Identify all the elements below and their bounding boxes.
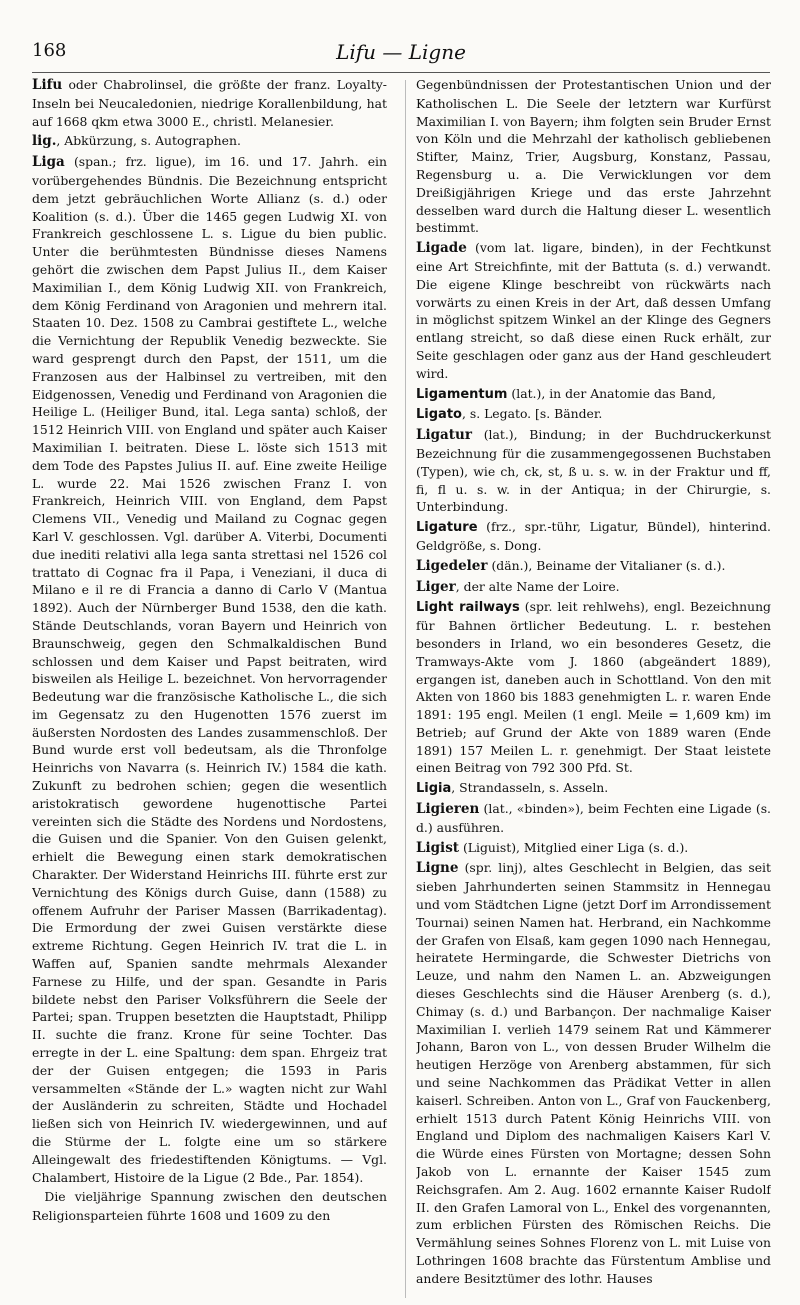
entry-text: oder Chabrolinsel, die größte der franz. Loyalty-Inseln bei Neucaledonien, niedrige Korallenbildung, hat auf 1668 qkm etwa 3000 E., christl. Melanesier. xyxy=(32,77,387,129)
entry-ligamentum xyxy=(416,385,771,404)
entry-ligato xyxy=(416,405,771,424)
entry-lig xyxy=(32,132,387,151)
entry-text: (span.; frz. ligue), im 16. und 17. Jahrh. ein vorübergehendes Bündnis. Die Bezeichnung entspricht dem jetzt gebräuchlichen Worte Allianz (s. d.) oder Koalition (s. d.). Über die 1465 gegen Ludwig XI. von Frankreich geschlossene L. s. Ligue du bien public. Unter die berühmtesten Bündnisse dieses Namens gehört die zwischen dem Papst Julius II., dem Kaiser Maximilian I., dem König Ludwig XII. von Frankreich, dem König Ferdinand von Aragonien und mehrern ital. Staaten 10. Dez. 1508 zu Cambrai gestiftete L., welche die Vernichtung der Republik Venedig bezweckte. Sie ward gesprengt durch den Papst, der 1511, um die Franzosen aus der Halbinsel zu vertreiben, mit den Eidgenossen, Venedig und Ferdinand von Aragonien die Heilige L. (Heiliger Bund, ital. Lega santa) schloß, der 1512 Heinrich VIII. von England und später auch Kaiser Maximilian I. beitraten. Diese L. löste sich 1513 mit dem Tode des Papstes Julius II. auf. Eine zweite Heilige L. wurde 22. Mai 1526 zwischen Franz I. von Frankreich, Heinrich VIII. von England, dem Papst Clemens VII., Venedig und Mailand zu Cognac gegen Karl V. geschlossen. Vgl. darüber A. Viterbi, Documenti due inediti relativi alla lega santa strettasi nel 1526 col trattato di Cognac fra il Papa, i Veneziani, il duca di Milano e il re di Francia a danno di Carlo V (Mantua 1892). Auch der Nürnberger Bund 1538, den die kath. Stände Deutschlands, voran Bayern und Heinrich von Braunschweig, gegen den Schmalkaldischen Bund schlossen und dem Kaiser und Papst beitraten, wird bisweilen als Heilige L. bezeichnet. Von hervorragender Bedeutung war die französische Katholische L., die sich im Gegensatz zu den Hugenotten 1576 zuerst im äußersten Nordosten des Landes zusammenschloß. Der Bund wurde erst voll bedeutsam, als die Thronfolge Heinrichs von Navarra (s. Heinrich IV.) 1584 die kath. Zukunft zu bedrohen schien; gegen die wesentlich aristokratisch gewordene hugenottische Partei vereinten sich die Städte des Nordens und Nordostens, die Guisen und die Spanier. Von den Guisen gelenkt, erhielt die Bewegung einen stark demokratischen Charakter. Der Widerstand Heinrichs III. führte erst zur Vernichtung des Königs durch Guise, dann (1588) zu offenem Aufruhr der Pariser Massen (Barrikadentag). Die Ermordung der zwei Guisen verstärkte diese extreme Richtung. Gegen Heinrich IV. trat die L. in Waffen auf, Spanien sandte mehrmals Alexander Farnese zu Hilfe, und der span. Gesandte in Paris bildete nebst den Pariser Volksführern die Seele der Partei; span. Truppen besetzten die Hauptstadt, Philipp II. suchte die franz. Krone für seine Tochter. Das erregte in der L. eine Spaltung: dem span. Ehrgeiz trat der der Guisen entgegen; die 1593 in Paris versammelten «Stände der L.» wagten nicht zur Wahl der Ausländerin zu schreiten, Städte und Hochadel ließen sich von Heinrich IV. wiedergewinnen, und auf die Stürme der L. folgte eine um so stärkere Alleingewalt des friedestiftenden Königtums. — Vgl. Chalambert, Histoire de la Ligue (2 Bde., Par. 1854). xyxy=(32,154,387,1185)
page-header xyxy=(32,40,770,73)
column-divider xyxy=(405,80,406,1298)
entry-term: Liger xyxy=(416,578,456,595)
entry-term: Ligato xyxy=(416,407,462,423)
entry-ligade xyxy=(416,239,771,382)
entry-text: (frz., spr.-tühr, Ligatur, Bündel), hinterind. Geldgröße, s. Dong. xyxy=(416,519,771,553)
entry-term: Ligatur xyxy=(416,427,472,444)
entry-text: (Liguist), Mitglied einer Liga (s. d.). xyxy=(459,839,689,855)
entry-liger xyxy=(416,578,771,597)
entry-term: Light railways xyxy=(416,600,520,616)
entry-term: Ligist xyxy=(416,839,460,856)
entry-text: , der alte Name der Loire. xyxy=(455,578,620,594)
entry-lifu xyxy=(32,76,387,130)
entry-text: (spr. linj), altes Geschlecht in Belgien, das seit sieben Jahrhunderten seinen Stammsitz in Hennegau und vom Städtchen Ligne (jetzt Dorf im Arrondissement Tournai) seinen Namen hat. Herbrand, ein Nachkomme der Grafen von Elsaß, kam gegen 1090 nach Hennegau, heiratete Hermingarde, die Schwester Dietrichs von Leuze, und nahm den Namen L. an. Abzweigungen dieses Geschlechts sind die Häuser Arenberg (s. d.), Chimay (s. d.) und Barbançon. Der nachmalige Kaiser Maximilian I. verlieh 1479 seinem Rat und Kämmerer Johann, Baron von L., von dessen Bruder Wilhelm die heutigen Herzöge von Arenberg abstammen, für sich und seine Nachkommen das Prädikat Vetter in allen kaiserl. Schreiben. Anton von L., Graf von Fauckenberg, erhielt 1513 durch Patent König Heinrichs VIII. von England und Diplom des nachmaligen Kaisers Karl V. die Würde eines Fürsten von Mortagne; dessen Sohn Jakob von L. ernannte der Kaiser 1545 zum Reichsgrafen. Am 2. Aug. 1602 ernannte Kaiser Rudolf II. den Grafen Lamoral von L., Enkel des vorgenannten, zum erblichen Fürsten des Römischen Reichs. Die Vermählung seines Sohnes Florenz von L. mit Luise von Lothringen 1608 brachte das Fürstentum Amblise und andere Besitztümer des lothr. Hauses xyxy=(416,860,771,1286)
entry-text: , Strandasseln, s. Asseln. xyxy=(451,780,609,796)
running-head: Lifu — Ligne xyxy=(336,40,466,64)
entry-term: lig. xyxy=(32,133,57,150)
entry-ligia xyxy=(416,779,771,798)
entry-ligist xyxy=(416,839,771,858)
right-column xyxy=(416,76,771,1300)
entry-text: Gegenbündnissen der Protestantischen Union und der Katholischen L. Die Seele der letztern war Kurfürst Maximilian I. von Bayern; ihm folgten sein Bruder Ernst von Köln und die Mehrzahl der katholisch gebliebenen Stifter, Mainz, Trier, Augsburg, Konstanz, Passau, Regensburg u. a. Die Verwicklungen vor dem Dreißigjährigen Kriege und das erste Jahrzehnt desselben ward durch die Haltung dieser L. wesentlich bestimmt. xyxy=(416,77,771,236)
entry-liga-tail xyxy=(416,76,771,237)
entry-text: (lat.), Bindung; in der Buchdruckerkunst Bezeichnung für die zusammengegossenen Buchstaben (Typen), wie ch, ck, st, ß u. s. w. in der Fraktur und ff, fi, fl u. s. w. in der Antiqua; in der Chirurgie, s. Unterbindung. xyxy=(416,427,771,515)
entry-ligieren xyxy=(416,800,771,837)
entry-text: , s. Legato. [s. Bänder. xyxy=(461,406,603,422)
entry-ligne xyxy=(416,859,771,1287)
entry-text: (spr. leit rehlwehs), engl. Bezeichnung für Bahnen örtlicher Bedeutung. L. r. bestehen besonders in Irland, wo ein besonderes Gesetz, die Tramways-Akte vom J. 1860 (abgeändert 1889), ergangen ist, daneben auch in Schottland. Von den mit Akten von 1860 bis 1883 genehmigten L. r. waren Ende 1891: 195 engl. Meilen (1 engl. Meile = 1,609 km) im Betrieb; auf Grund der Akte von 1889 waren (Ende 1891) 157 Meilen L. r. genehmigt. Der Staat leistete einen Beitrag von 792 300 Pfd. St. xyxy=(416,599,771,776)
entry-term: Ligamentum xyxy=(416,386,508,402)
entry-liga xyxy=(32,153,387,1186)
entry-term: Ligedeler xyxy=(416,557,488,574)
page-number: 168 xyxy=(32,40,67,61)
entry-term: Ligature xyxy=(416,520,478,536)
entry-liga-continued xyxy=(32,1188,387,1225)
entry-term: Lifu xyxy=(32,77,63,93)
entry-ligatur xyxy=(416,426,771,516)
entry-text: (dän.), Beiname der Vitalianer (s. d.). xyxy=(487,557,726,573)
entry-text: (vom lat. ligare, binden), in der Fechtkunst eine Art Streichfinte, mit der Battuta (s. d.) verwandt. Die eigene Klinge beschreibt von rückwärts nach vorwärts zu einen Kreis in der Art, daß dessen Umfang in möglichst spitzem Winkel an der Klinge des Gegners entlang streicht, so daß diese einen Ruck erhält, zur Seite geschlagen oder ganz aus der Hand geschleudert wird. xyxy=(416,240,771,381)
entry-text: Die vieljährige Spannung zwischen den deutschen Religionsparteien führte 1608 und 1609 zu den xyxy=(32,1189,387,1224)
entry-term: Ligieren xyxy=(416,801,480,818)
entry-text: (lat., «binden»), beim Fechten eine Ligade (s. d.) ausführen. xyxy=(416,801,771,835)
entry-ligedeler xyxy=(416,557,771,576)
entry-term: Ligade xyxy=(416,240,467,257)
entry-text: (lat.), in der Anatomie das Band, xyxy=(507,385,716,401)
entry-text: , Abkürzung, s. Autographen. xyxy=(56,133,241,149)
left-column xyxy=(32,76,387,1300)
entry-light-railways xyxy=(416,598,771,777)
entry-term: Ligne xyxy=(416,860,459,877)
entry-ligature xyxy=(416,518,771,555)
entry-term: Liga xyxy=(32,154,65,171)
entry-term: Ligia xyxy=(416,781,452,797)
